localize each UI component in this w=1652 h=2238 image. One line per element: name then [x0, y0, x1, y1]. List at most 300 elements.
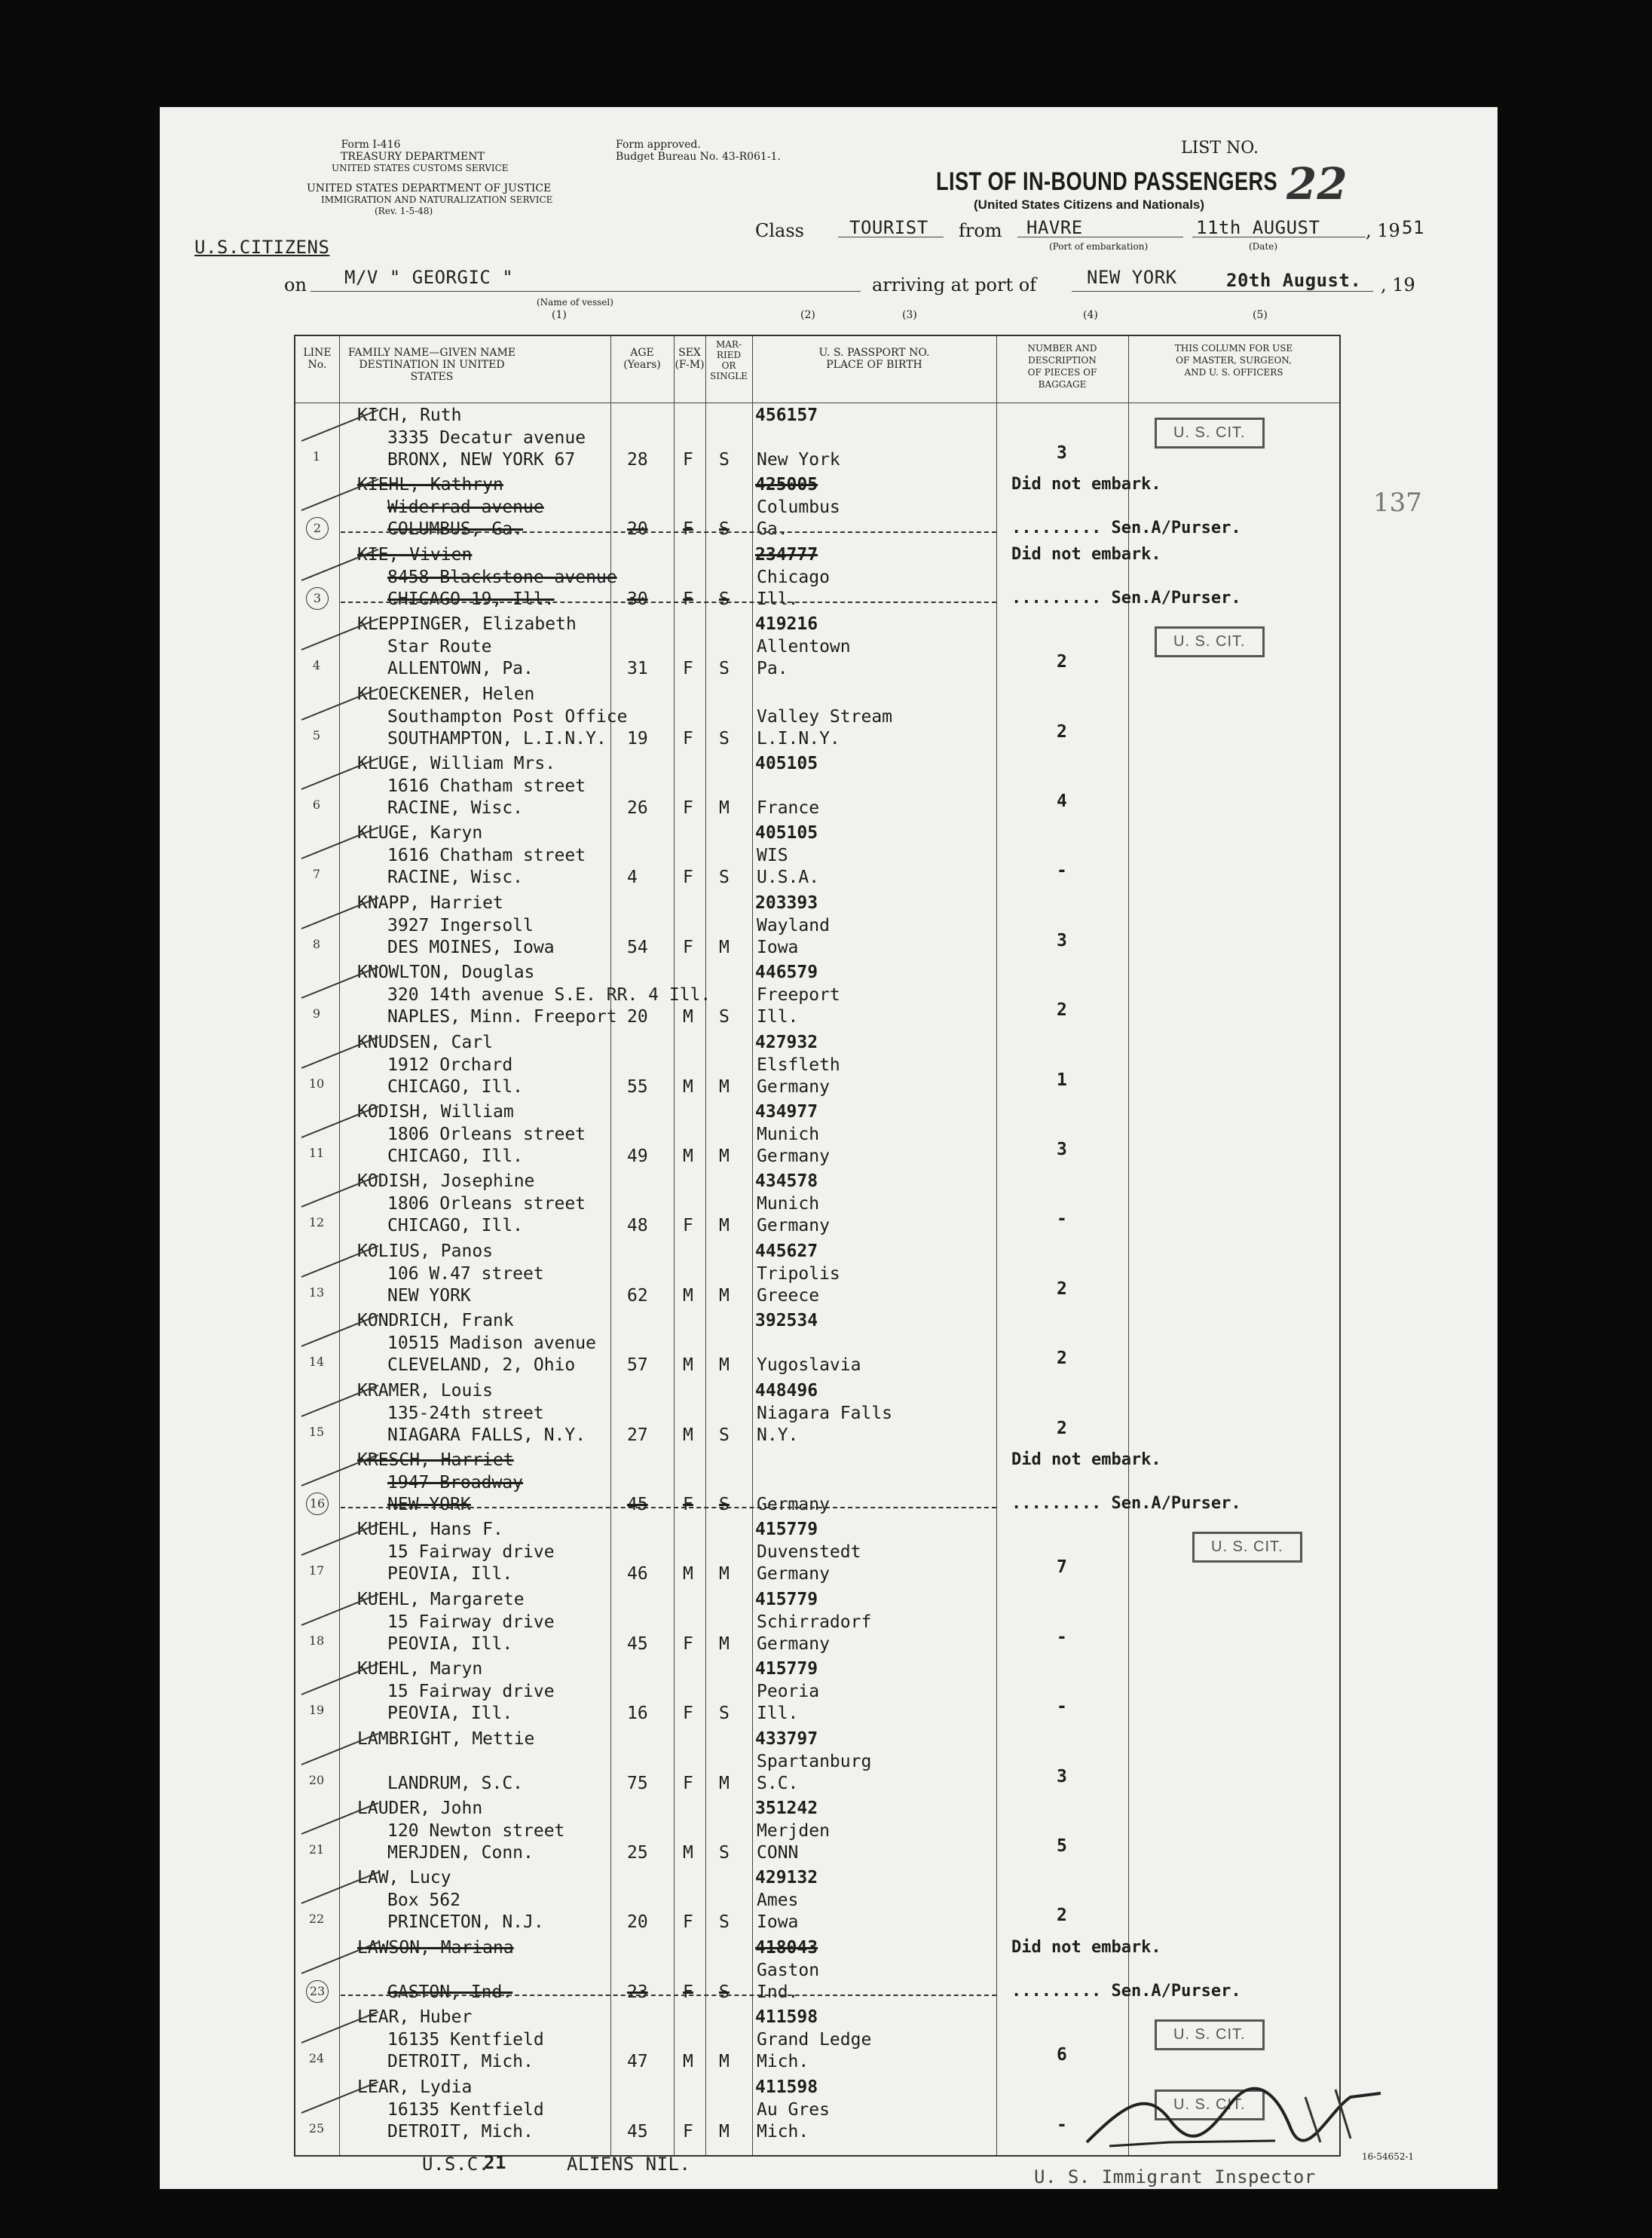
from-label: from: [959, 220, 1002, 241]
check-mark-icon: [301, 1036, 379, 1068]
passenger-address: 1806 Orleans street: [387, 1194, 586, 1214]
passenger-age: 19: [627, 728, 648, 749]
birth-place-region: U.S.A.: [757, 868, 820, 888]
passenger-sex: F: [683, 937, 693, 957]
passenger-name: KIEHL, Kathryn: [357, 475, 503, 495]
table-row: [295, 611, 1339, 680]
passenger-sex: F: [683, 1912, 693, 1933]
birth-place-region: Germany: [757, 1216, 830, 1236]
line-number: 17: [308, 1563, 325, 1578]
passport-number: 434977: [755, 1102, 818, 1122]
colnum-5: (5): [1253, 309, 1268, 321]
line-number: 18: [308, 1633, 325, 1648]
birth-place-city: Spartanburg: [757, 1751, 872, 1771]
passport-number: 392534: [755, 1311, 818, 1331]
passenger-table: [294, 335, 1341, 2157]
check-mark-icon: [301, 1384, 379, 1416]
usc-label: U.S.C.: [422, 2154, 490, 2175]
passport-number: 405105: [755, 823, 818, 843]
passenger-age: 62: [627, 1285, 648, 1306]
passenger-age: 28: [627, 450, 648, 470]
birth-place-region: Yugoslavia: [757, 1355, 861, 1376]
baggage-count: 2: [1057, 1349, 1067, 1369]
baggage-count: Did not embark.: [1011, 475, 1161, 494]
baggage-count: 7: [1057, 1557, 1067, 1578]
passenger-city: CHICAGO, Ill.: [387, 1216, 524, 1236]
birth-place-city: Tripolis: [757, 1263, 840, 1284]
passenger-city: PEOVIA, Ill.: [387, 1633, 513, 1654]
baggage-count: 2: [1057, 1278, 1067, 1299]
passenger-age: 4: [627, 868, 638, 888]
baggage-count: Did not embark.: [1011, 1937, 1161, 1957]
passenger-city: NEW YORK: [387, 1495, 471, 1514]
birth-place-city: Chicago: [757, 567, 830, 587]
check-mark-icon: [301, 897, 379, 929]
check-mark-icon: [301, 1315, 379, 1347]
passenger-age: 27: [627, 1425, 648, 1445]
passenger-address: 320 14th avenue S.E. RR. 4 Ill.: [387, 985, 711, 1006]
passenger-address: 1806 Orleans street: [387, 1125, 586, 1144]
passenger-city: CHICAGO, Ill.: [387, 1147, 524, 1166]
aliens-count: ALIENS NIL.: [567, 2154, 691, 2175]
passenger-address: 1947 Broadway: [387, 1473, 524, 1493]
passenger-sex: F: [683, 659, 693, 679]
passenger-sex: F: [683, 589, 693, 609]
birth-place-region: France: [757, 798, 820, 818]
line-number: 25: [308, 2120, 325, 2135]
passenger-age: 57: [627, 1355, 648, 1376]
table-row: [295, 1517, 1339, 1585]
table-row: [295, 960, 1339, 1028]
passenger-address: Box 562: [387, 1891, 460, 1911]
birth-place-region: Iowa: [757, 1912, 799, 1933]
birth-place-region: Ill.: [757, 1704, 799, 1724]
passenger-age: 20: [627, 1007, 648, 1027]
passenger-address: 15 Fairway drive: [387, 1612, 555, 1632]
passenger-name: KNOWLTON, Douglas: [357, 963, 535, 983]
passenger-city: NAPLES, Minn. Freeport: [387, 1007, 617, 1027]
passenger-name: KIE, Vivien: [357, 544, 473, 565]
table-row: [295, 1796, 1339, 1864]
passenger-name: KUEHL, Hans F.: [357, 1520, 503, 1540]
passport-number: 429132: [755, 1868, 818, 1888]
colnum-1: (1): [552, 309, 567, 321]
birth-place-city: Valley Stream: [757, 706, 893, 727]
passenger-name: KUEHL, Maryn: [357, 1659, 483, 1679]
us-citizen-stamp: U. S. CIT.: [1155, 626, 1265, 657]
birth-place-region: Pa.: [757, 659, 788, 679]
baggage-count: -: [1057, 1209, 1067, 1229]
passenger-address: 10515 Madison avenue: [387, 1333, 596, 1354]
check-mark-icon: [301, 1732, 379, 1765]
table-row: [295, 681, 1339, 750]
passport-number: 411598: [755, 2077, 818, 2097]
passenger-sex: M: [683, 1425, 693, 1445]
passenger-name: KNAPP, Harriet: [357, 892, 503, 913]
check-mark-icon: [301, 2080, 379, 2113]
line-number: 13: [308, 1284, 325, 1300]
birth-place-city: Munich: [757, 1194, 820, 1214]
inspector-title: U. S. Immigrant Inspector: [1034, 2166, 1316, 2187]
passenger-sex: M: [683, 1147, 693, 1166]
marital-status: S: [719, 519, 730, 540]
passenger-age: 55: [627, 1076, 648, 1097]
col-header-line: LINE No.: [303, 347, 332, 371]
check-mark-icon: [301, 618, 379, 651]
passenger-sex: F: [683, 1773, 693, 1793]
passenger-city: DETROIT, Mich.: [387, 2121, 534, 2142]
birth-place-city: Peoria: [757, 1682, 820, 1702]
marital-status: S: [719, 868, 730, 888]
passenger-age: 25: [627, 1843, 648, 1863]
document-title: LIST OF IN-BOUND PASSENGERS: [936, 167, 1278, 196]
birth-place-region: L.I.N.Y.: [757, 728, 840, 749]
marital-status: S: [719, 1007, 730, 1027]
port-embark-caption: (Port of embarkation): [1049, 241, 1149, 252]
passenger-sex: F: [683, 728, 693, 749]
passenger-sex: F: [683, 868, 693, 888]
passport-number: 456157: [755, 406, 818, 425]
class-value: TOURIST: [849, 217, 928, 238]
birth-place-city: Elsfleth: [757, 1055, 840, 1075]
col-header-married: MAR- RIED OR SINGLE: [710, 339, 748, 381]
passenger-city: DETROIT, Mich.: [387, 2052, 534, 2072]
baggage-count: 6: [1057, 2045, 1067, 2065]
passenger-sex: F: [683, 1633, 693, 1654]
birth-place-city: Gaston: [757, 1960, 820, 1980]
baggage-count: 2: [1057, 1000, 1067, 1021]
table-row: [295, 1030, 1339, 1098]
line-number: 3: [306, 587, 329, 610]
passenger-age: 16: [627, 1704, 648, 1724]
vessel-caption: (Name of vessel): [537, 297, 613, 308]
passenger-address: 106 W.47 street: [387, 1263, 544, 1284]
line-number: 4: [312, 658, 321, 673]
passenger-city: NEW YORK: [387, 1285, 471, 1306]
passenger-city: RACINE, Wisc.: [387, 868, 524, 888]
year2-label: , 19: [1381, 274, 1415, 295]
passenger-city: BRONX, NEW YORK 67: [387, 450, 576, 470]
passport-number: 418043: [755, 1937, 818, 1958]
check-mark-icon: [301, 1106, 379, 1138]
marital-status: S: [719, 589, 730, 609]
line-number: 9: [312, 1006, 321, 1021]
baggage-count: 3: [1057, 930, 1067, 951]
birth-place-city: Grand Ledge: [757, 2030, 872, 2050]
passenger-sex: M: [683, 2052, 693, 2072]
passenger-address: 16135 Kentfield: [387, 2030, 544, 2050]
birth-place-region: Germany: [757, 1633, 830, 1654]
passenger-city: ALLENTOWN, Pa.: [387, 659, 534, 679]
line-number: 14: [308, 1355, 325, 1370]
passenger-name: LAWSON, Mariana: [357, 1937, 514, 1958]
port-of-arrival: NEW YORK: [1087, 267, 1177, 288]
table-row: [295, 1378, 1339, 1447]
passenger-name: KONDRICH, Frank: [357, 1311, 514, 1331]
birth-place-region: CONN: [757, 1843, 799, 1863]
check-mark-icon: [301, 1175, 379, 1208]
passenger-name: KLEPPINGER, Elizabeth: [357, 614, 577, 635]
table-row: [295, 1865, 1339, 1933]
passenger-name: LAW, Lucy: [357, 1868, 451, 1888]
birth-place-region: Germany: [757, 1495, 830, 1514]
usc-count: 21: [484, 2152, 506, 2173]
year-suffix: 51: [1402, 217, 1424, 238]
purser-note: ......... Sen.A/Purser.: [1011, 1494, 1241, 1513]
date-caption: (Date): [1249, 241, 1278, 252]
birth-place-region: Iowa: [757, 937, 799, 957]
passport-number: 351242: [755, 1799, 818, 1818]
birth-place-region: Mich.: [757, 2052, 809, 2072]
passport-number: 234777: [755, 544, 818, 565]
passport-number: 445627: [755, 1241, 818, 1261]
customs-service: UNITED STATES CUSTOMS SERVICE: [332, 163, 509, 173]
passport-number: 415779: [755, 1589, 818, 1609]
line-number: 1: [312, 449, 321, 464]
birth-place-city: Columbus: [757, 498, 840, 518]
passport-number: 419216: [755, 614, 818, 635]
passenger-sex: F: [683, 1982, 693, 2002]
passenger-address: 3927 Ingersoll: [387, 915, 534, 935]
passenger-name: KRESCH, Harriet: [357, 1450, 514, 1470]
baggage-count: 2: [1057, 1418, 1067, 1438]
line-number: 22: [308, 1912, 325, 1927]
inspector-signature: [1079, 2074, 1396, 2157]
table-row: [295, 1238, 1339, 1307]
baggage-count: -: [1057, 1697, 1067, 1717]
table-row: [295, 1447, 1339, 1516]
ins-label: IMMIGRATION AND NATURALIZATION SERVICE: [321, 194, 553, 205]
marital-status: M: [719, 937, 730, 957]
birth-place-city: Ames: [757, 1891, 799, 1911]
passenger-sex: M: [683, 1285, 693, 1306]
passenger-age: 45: [627, 1495, 648, 1514]
table-row: [295, 890, 1339, 959]
passenger-name: KODISH, Josephine: [357, 1171, 535, 1192]
class-label: Class: [755, 220, 804, 241]
passenger-address: 1616 Chatham street: [387, 846, 586, 866]
line-number: 8: [312, 936, 321, 951]
passenger-city: COLUMBUS, Ga.: [387, 519, 524, 540]
passenger-address: 8458 Blackstone avenue: [387, 567, 617, 587]
baggage-count: 3: [1057, 1140, 1067, 1159]
passport-number: 433797: [755, 1728, 818, 1749]
passenger-name: KLOECKENER, Helen: [357, 684, 535, 704]
table-row: [295, 1168, 1339, 1237]
passenger-address: 3335 Decatur avenue: [387, 428, 586, 448]
birth-place-city: Allentown: [757, 637, 851, 657]
line-number: 7: [312, 867, 321, 882]
passenger-age: 54: [627, 937, 648, 957]
check-mark-icon: [301, 1872, 379, 1904]
colnum-3: (3): [902, 309, 917, 321]
check-mark-icon: [301, 758, 379, 790]
passport-number: 415779: [755, 1520, 818, 1540]
birth-place-region: Germany: [757, 1076, 830, 1097]
vessel-name: M/V " GEORGIC ": [344, 267, 514, 288]
marital-status: S: [719, 450, 730, 470]
check-mark-icon: [301, 966, 379, 999]
passenger-sex: M: [683, 1355, 693, 1376]
birth-place-region: N.Y.: [757, 1425, 799, 1445]
check-mark-icon: [301, 687, 379, 720]
purser-note: ......... Sen.A/Purser.: [1011, 1981, 1241, 2001]
passenger-age: 26: [627, 798, 648, 818]
us-citizen-stamp: U. S. CIT.: [1155, 2090, 1265, 2120]
passenger-sex: F: [683, 450, 693, 470]
passenger-sex: F: [683, 2121, 693, 2142]
passenger-age: 46: [627, 1564, 648, 1584]
table-row: [295, 1656, 1339, 1725]
marital-status: S: [719, 1912, 730, 1933]
passport-number: 415779: [755, 1659, 818, 1679]
marital-status: S: [719, 659, 730, 679]
passenger-name: LEAR, Huber: [357, 2007, 473, 2028]
birth-place-region: Germany: [757, 1147, 830, 1166]
passport-number: 411598: [755, 2007, 818, 2028]
birth-place-region: Ill.: [757, 589, 799, 609]
table-row: [295, 1726, 1339, 1795]
birth-place-city: Wayland: [757, 915, 830, 935]
marital-status: M: [719, 1076, 730, 1097]
baggage-count: 2: [1057, 721, 1067, 742]
line-number: 11: [308, 1146, 325, 1160]
birth-place-city: Munich: [757, 1125, 820, 1144]
passenger-city: NIAGARA FALLS, N.Y.: [387, 1425, 586, 1445]
passport-number: 203393: [755, 892, 818, 913]
passenger-city: SOUTHAMPTON, L.I.N.Y.: [387, 728, 607, 749]
marital-status: M: [719, 1216, 730, 1236]
passenger-name: KLUGE, Karyn: [357, 823, 483, 843]
passport-number: 448496: [755, 1380, 818, 1401]
budget-bureau: Budget Bureau No. 43-R061-1.: [616, 151, 781, 163]
marital-status: M: [719, 1355, 730, 1376]
baggage-count: Did not embark.: [1011, 544, 1161, 564]
revision-label: (Rev. 1-5-48): [375, 206, 433, 216]
passenger-sex: F: [683, 519, 693, 540]
baggage-count: 2: [1057, 652, 1067, 672]
table-row: [295, 820, 1339, 889]
baggage-count: 4: [1057, 791, 1067, 811]
check-mark-icon: [301, 1802, 379, 1835]
manifest-page: [160, 107, 1498, 2189]
passenger-city: CLEVELAND, 2, Ohio: [387, 1355, 576, 1376]
birth-place-city: Niagara Falls: [757, 1403, 893, 1423]
birth-place-city: Freeport: [757, 985, 840, 1006]
form-number: Form I-416: [341, 139, 401, 151]
birth-place-city: Au Gres: [757, 2099, 830, 2120]
baggage-count: 3: [1057, 1766, 1067, 1786]
marital-status: M: [719, 2121, 730, 2142]
passenger-city: CHICAGO 19, Ill.: [387, 589, 555, 609]
passenger-sex: F: [683, 798, 693, 818]
passenger-city: GASTON, Ind.: [387, 1982, 513, 2002]
birth-place-city: Duvenstedt: [757, 1542, 861, 1563]
passenger-address: 135-24th street: [387, 1403, 544, 1423]
document-subtitle: (United States Citizens and Nationals): [974, 197, 1205, 212]
passenger-address: 16135 Kentfield: [387, 2099, 544, 2120]
doj-label: UNITED STATES DEPARTMENT OF JUSTICE: [307, 182, 552, 194]
passenger-city: MERJDEN, Conn.: [387, 1843, 534, 1863]
us-citizen-stamp: U. S. CIT.: [1155, 2019, 1265, 2050]
line-number: 5: [312, 727, 321, 742]
passenger-city: PRINCETON, N.J.: [387, 1912, 544, 1933]
on-label: on: [284, 274, 307, 295]
passenger-address: Widerrad avenue: [387, 498, 544, 518]
check-mark-icon: [301, 1942, 379, 1974]
purser-note: ......... Sen.A/Purser.: [1011, 588, 1241, 608]
line-number: 20: [308, 1772, 325, 1787]
line-number: 12: [308, 1215, 325, 1230]
embark-date: 11th AUGUST: [1196, 217, 1320, 238]
baggage-count: Did not embark.: [1011, 1450, 1161, 1469]
birth-place-region: Greece: [757, 1285, 820, 1306]
line-number: 6: [312, 798, 321, 812]
table-row: [295, 403, 1339, 471]
marital-status: M: [719, 798, 730, 818]
passenger-name: KNUDSEN, Carl: [357, 1032, 494, 1052]
marital-status: S: [719, 1843, 730, 1863]
passenger-sex: F: [683, 1216, 693, 1236]
passport-number: 405105: [755, 754, 818, 773]
line-number: 24: [308, 2051, 325, 2066]
passenger-age: 31: [627, 659, 648, 679]
birth-place-region: Ind.: [757, 1982, 799, 2002]
table-row: [295, 1935, 1339, 2004]
birth-place-region: Mich.: [757, 2121, 809, 2142]
baggage-count: -: [1057, 2114, 1067, 2135]
us-citizens-label: U.S.CITIZENS: [194, 237, 330, 258]
check-mark-icon: [301, 1245, 379, 1278]
birth-place-region: Ga.: [757, 519, 788, 540]
passenger-address: Star Route: [387, 637, 492, 657]
passenger-sex: M: [683, 1076, 693, 1097]
line-number: 2: [306, 517, 329, 540]
passenger-age: 48: [627, 1216, 648, 1236]
marital-status: M: [719, 1147, 730, 1166]
birth-place-city: WIS: [757, 846, 788, 866]
col-header-sex: SEX (F-M): [675, 347, 705, 371]
marital-status: S: [719, 1425, 730, 1445]
passenger-age: 20: [627, 519, 648, 540]
passenger-sex: F: [683, 1495, 693, 1514]
table-row: [295, 1099, 1339, 1168]
marital-status: M: [719, 1285, 730, 1306]
col-header-baggage: NUMBER AND DESCRIPTION OF PIECES OF BAGGAGE: [1027, 343, 1097, 390]
colnum-4: (4): [1083, 309, 1098, 321]
list-no-label: LIST NO.: [1181, 139, 1259, 158]
birth-place-region: S.C.: [757, 1773, 799, 1793]
passenger-address: 1616 Chatham street: [387, 776, 586, 796]
passenger-address: 15 Fairway drive: [387, 1542, 555, 1563]
passport-number: 427932: [755, 1032, 818, 1052]
table-row: [295, 1308, 1339, 1376]
passenger-age: 23: [627, 1982, 648, 2002]
col-header-passport: U. S. PASSPORT NO. PLACE OF BIRTH: [818, 347, 930, 371]
passenger-age: 47: [627, 2052, 648, 2072]
passenger-age: 75: [627, 1773, 648, 1793]
baggage-count: 1: [1057, 1070, 1067, 1090]
table-row: [295, 2004, 1339, 2073]
marital-status: M: [719, 1633, 730, 1654]
baggage-count: -: [1057, 861, 1067, 881]
passenger-city: LANDRUM, S.C.: [387, 1773, 524, 1793]
birth-place-city: Schirradorf: [757, 1612, 872, 1632]
check-mark-icon: [301, 1454, 379, 1486]
check-mark-icon: [301, 1523, 379, 1556]
passenger-name: LAUDER, John: [357, 1799, 483, 1818]
marital-status: M: [719, 1773, 730, 1793]
